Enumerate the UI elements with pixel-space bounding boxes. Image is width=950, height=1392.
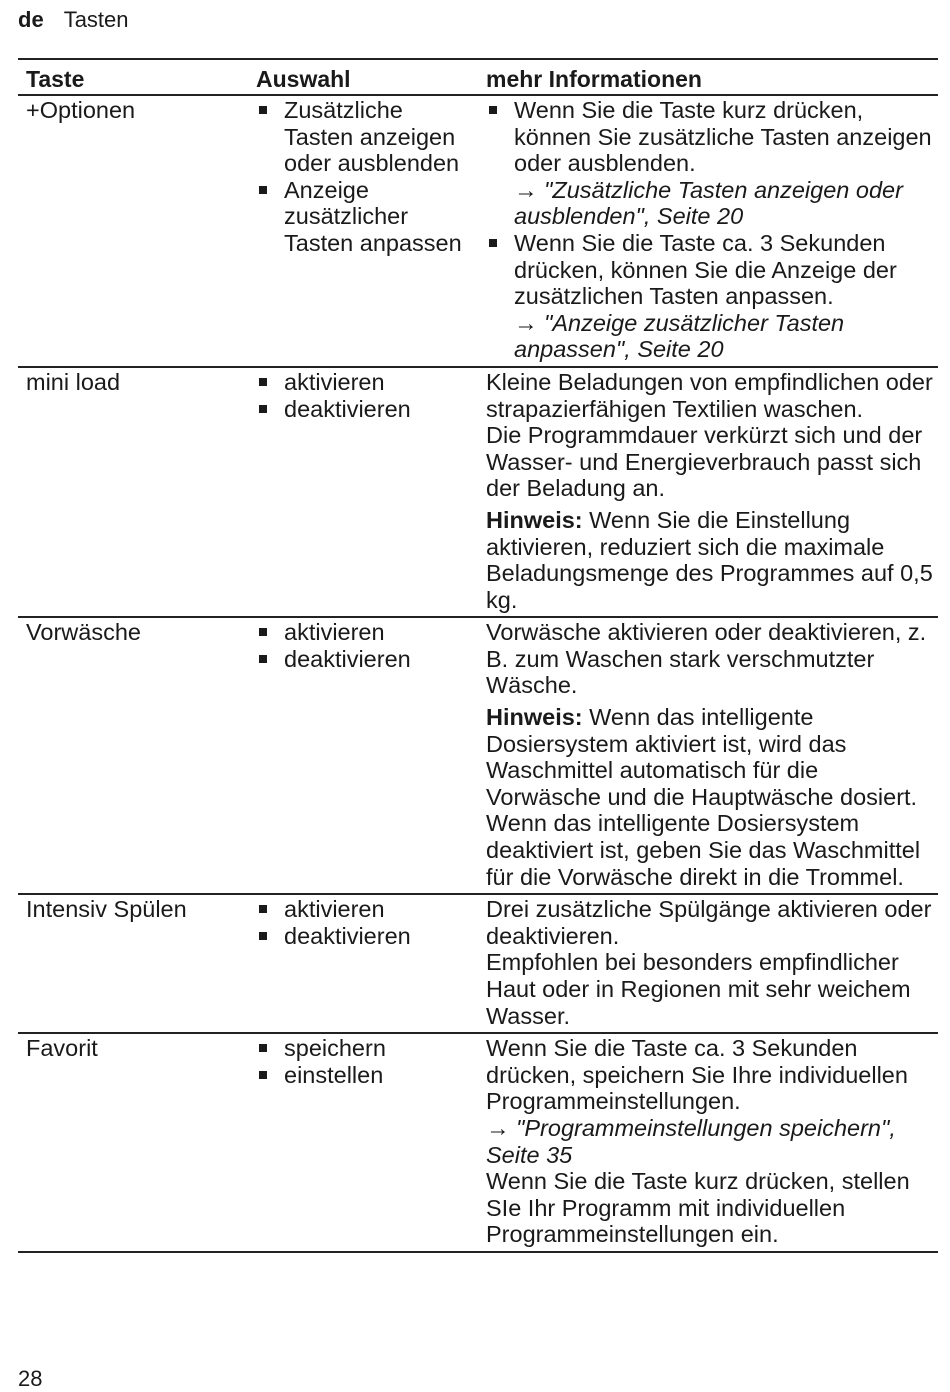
table-row-vorwaesche <box>18 618 938 895</box>
info-item <box>486 97 934 230</box>
info-paragraph: Wenn Sie die Taste kurz drücken, stellen SIe Ihr Programm mit individuellen Programmeinstellungen ein. <box>486 1168 910 1248</box>
column-header-info: mehr Informationen <box>486 66 702 92</box>
info-paragraph: Wenn das intelligente Dosiersystem deaktiviert ist, geben Sie das Waschmittel für die Vorwäsche direkt in die Trommel. <box>486 810 921 890</box>
info-paragraph: Drei zusätzliche Spülgänge aktivieren oder deaktivieren. <box>486 896 932 949</box>
table-row-mini-load <box>18 368 938 618</box>
cross-reference-link[interactable]: "Zusätzliche Tasten anzeigen oder ausblenden", Seite 20 <box>514 176 903 230</box>
row-auswahl <box>248 1035 478 1248</box>
language-code: de <box>18 7 44 32</box>
row-taste: +Optionen <box>26 97 136 123</box>
auswahl-item: aktivieren <box>256 619 470 646</box>
row-auswahl <box>248 619 478 890</box>
buttons-table <box>18 58 938 1253</box>
cross-reference-link[interactable]: "Anzeige zusätzlicher Tasten anpassen", Seite 20 <box>514 309 845 363</box>
row-taste: Intensiv Spülen <box>26 896 187 923</box>
info-text: Wenn Sie die Taste ca. 3 Sekunden drücken, können Sie die Anzeige der zusätzlichen Tasten anpassen. <box>514 229 897 310</box>
column-header-taste: Taste <box>26 66 85 92</box>
table-header <box>18 60 938 96</box>
page-number: 28 <box>18 1366 43 1391</box>
row-taste: mini load <box>26 368 121 395</box>
info-paragraph: Empfohlen bei besonders empfindlicher Haut oder in Regionen mit sehr weichem Wasser. <box>486 949 911 1029</box>
table-row-favorit <box>18 1034 938 1251</box>
row-auswahl <box>248 369 478 613</box>
arrow-icon: → <box>486 1114 510 1141</box>
auswahl-item: Zusätzliche Tasten anzeigen oder ausblenden <box>256 97 470 177</box>
info-reference <box>486 1115 934 1168</box>
hinweis-label: Hinweis: <box>486 704 583 731</box>
info-paragraph: Kleine Beladungen von empfindlichen oder strapazierfähigen Textilien waschen. <box>486 368 933 422</box>
hinweis-text: Wenn Sie die Einstellung aktivieren, reduziert sich die maximale Beladungsmenge des Programmes auf 0,5 kg. <box>486 506 933 613</box>
info-item <box>486 230 934 363</box>
auswahl-item: einstellen <box>256 1062 470 1089</box>
row-auswahl <box>248 97 478 363</box>
info-paragraph: Wenn Sie die Taste ca. 3 Sekunden drücken, speichern Sie Ihre individuellen Programmeinstellungen. <box>486 1035 908 1115</box>
table-row-optionen <box>18 96 938 368</box>
info-paragraph: Die Programmdauer verkürzt sich und der Wasser- und Energieverbrauch passt sich der Beladung an. <box>486 422 923 502</box>
column-header-auswahl: Auswahl <box>256 66 351 92</box>
section-title: Tasten <box>63 7 129 32</box>
table-row-intensiv-spuelen <box>18 895 938 1034</box>
row-info <box>478 369 938 613</box>
auswahl-item: speichern <box>256 1035 470 1062</box>
auswahl-item: deaktivieren <box>256 646 470 673</box>
hinweis-text: Wenn das intelligente Dosiersystem aktiviert ist, wird das Waschmittel automatisch für die Vorwäsche und die Hauptwäsche dosiert. <box>486 704 918 810</box>
row-taste: Favorit <box>26 1035 98 1062</box>
row-taste: Vorwäsche <box>26 619 141 646</box>
arrow-icon: → <box>514 176 538 203</box>
row-info <box>478 619 938 890</box>
hinweis-label: Hinweis: <box>486 506 583 533</box>
arrow-icon: → <box>514 309 538 336</box>
cross-reference-link[interactable]: "Programmeinstellungen speichern", Seite 35 <box>486 1114 896 1168</box>
info-paragraph: Vorwäsche aktivieren oder deaktivieren, z. B. zum Waschen stark verschmutzter Wäsche. <box>486 619 927 699</box>
auswahl-item: aktivieren <box>256 896 470 923</box>
auswahl-item: Anzeige zusätzlicher Tasten anpassen <box>256 177 470 257</box>
hinweis-note <box>486 507 934 613</box>
auswahl-item: deaktivieren <box>256 923 470 950</box>
row-info <box>478 896 938 1029</box>
info-text: Wenn Sie die Taste kurz drücken, können Sie zusätzliche Tasten anzeigen oder ausblenden. <box>514 97 932 177</box>
auswahl-item: deaktivieren <box>256 396 470 423</box>
row-info <box>478 1035 938 1248</box>
auswahl-item: aktivieren <box>256 369 470 396</box>
row-info <box>478 97 938 363</box>
row-auswahl <box>248 896 478 1029</box>
page-header <box>18 7 129 33</box>
hinweis-note <box>486 704 934 810</box>
